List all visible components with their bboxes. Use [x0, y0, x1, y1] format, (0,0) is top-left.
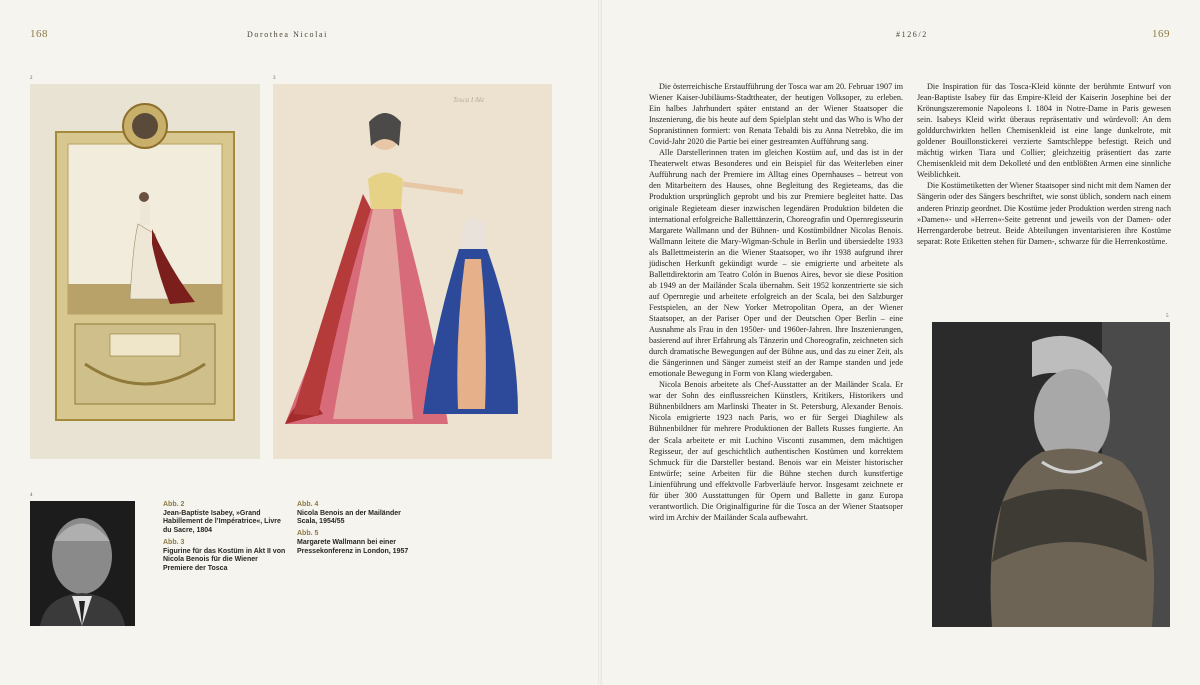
caption-4-label: Abb. 4 — [297, 501, 319, 508]
figure-4-number: 4 — [30, 493, 33, 498]
body-column-1 — [649, 81, 903, 523]
left-page-number: 168 — [30, 28, 48, 40]
figure-5-wallmann-photo — [932, 322, 1170, 627]
captions-left — [163, 501, 288, 577]
caption-3-text: Figurine für das Kostüm in Akt II von Nicola Benois für die Wiener Premiere der Tosca — [163, 547, 286, 572]
figure-2-number: 2 — [30, 76, 33, 81]
captions-right — [297, 501, 422, 559]
book-gutter — [598, 0, 602, 685]
caption-5-text: Margarete Wallmann bei einer Pressekonferenz in London, 1957 — [297, 538, 409, 555]
isabey-engraving-illustration — [30, 84, 260, 459]
right-page-number: 169 — [1152, 28, 1170, 40]
column1-paragraph-3: Nicola Benois arbeitete als Chef-Ausstatter an der Mailänder Scala. Er war der Sohn des einflussreichen Künstlers, Kritikers, Historikers und Bühnenbildners am Marlinski Theater in St. Petersburg, Alexander Benois. Nicola emigrierte 1923 nach Paris, wo er für Sergei Diaghilew als Bühnenbildner für mehrere Produktionen der Ballets Russes fungierte. An der Scala arbeitete er mit Luchino Visconti zusammen, dem mächtigen Regisseur, der auf geschichtlich authentischen Kostümen und korrektem Schmuck für die Darsteller bestand. Benois war ein Meister historischer Entwürfe; seine Arbeiten für die Bühne stechen durch kunstfertige Linienführung und effektvolle Farbverläufe hervor. Insgesamt zeichnete er für über 300 Ausstattungen für Opern und Ballette in ganz Europa verantwortlich. Die Originalfigurine für die Tosca an der Wiener Staatsoper wird im Archiv der Mailänder Scala aufbewahrt. — [649, 380, 903, 522]
body-column-2 — [917, 81, 1171, 247]
column2-paragraph-1: Die Inspiration für das Tosca-Kleid könnte der berühmte Entwurf von Jean-Baptiste Isabey für das Empire-Kleid der Kaiserin Josephine bei der Krönungszeremonie Napoleons I. 1804 in Notre-Dame in Paris gewesen sein. Isabeys Kleid wirkt überaus repräsentativ und würdevoll: An dem golddurchwirkten hellen Chemisenkleid ist eine lange dunkelrote, mit goldener Bouillonstickerei verzierte Samtschleppe befestigt. Reich und mächtig wirken Tiara und Collier; gleichzeitig präsentiert das zarte Chemisenkleid mit dem Dekolleté und den entblößten Armen eine sinnliche Weiblichkeit. — [917, 82, 1171, 180]
column2-paragraph-2: Die Kostümetiketten der Wiener Staatsoper sind nicht mit dem Namen der Sängerin oder des Sängers beschriftet, wie sonst üblich, sondern nach einem anderen Prinzip geordnet. Die Kostüme jeder Produktion werden streng nach »Damen«- und »Herren«-Seite getrennt und jeweils von der Damen- oder Herrengarderobe betreut. Beide Abteilungen inventarisieren ihre Kostüme separat: Rote Etiketten stehen für Damen-, schwarze für die Herrenkostüme. — [917, 181, 1171, 246]
figure-3-benois-figurine — [273, 84, 552, 459]
caption-3-label: Abb. 3 — [163, 538, 185, 546]
figure-3-number: 3 — [273, 76, 276, 81]
caption-5-label: Abb. 5 — [297, 530, 319, 538]
wallmann-portrait — [932, 322, 1170, 627]
column1-paragraph-2: Alle Darstellerinnen traten im gleichen Kostüm auf, und das ist in der Theaterwelt etwas Besonderes und ein Beispiel für das Weiterleben einer Aufführung nach der Premiere im Alltag eines Opernhauses – betreut von den Mitarbeitern des Hauses, ohne Begleitung des Regieteams, das die Produktion ursprünglich geprobt und bis zur Premiere begleitet hatte. Das originale Regieteam dieser inzwischen legendären Produktion bildeten die international erfolgreiche Balletttänzerin, Choreografin und Opernregisseurin Margarete Wallmann und der Bühnen- und Kostümbildner Nicolas Benois. Wallmann leitete die Mary-Wigman-Schule in Berlin und übersiedelte 1933 als Ballettmeisterin an die Wiener Staatsoper, wo ihr 1938 aufgrund ihrer jüdischen Herkunft gekündigt wurde – sie emigrierte und arbeitete als Ballettdirektorin am Teatro Colón in Buenos Aires, bevor sie diese Position ab 1949 an der Mailänder Scala übernahm. Seit 1952 konzentrierte sie sich auf Opernregie und arbeitete erfolgreich an der Scala, bei den Salzburger Festspielen, an der New Yorker Metropolitan Opera, an der Wiener Staatsoper, an der Pariser Oper und der Deutschen Oper Berlin – eine Ausnahme als Frau in den 1950er- und 1960er-Jahren. Ihre Inszenierungen, basierend auf ihrer Erfahrung als Tänzerin und Choreografin, zeichneten sich durch dramatische Bewegungen auf der Bühne aus, und das zu einer Zeit, als die Sängerinnen und Sänger zumeist steif an der Rampe standen und jede emotionale Bewegung in Form von Klang wiedergaben. — [649, 148, 903, 379]
column1-paragraph-1: Die österreichische Erstaufführung der Tosca war am 20. Februar 1907 im Wiener Kaiser-Jubiläums-Stadttheater, der heutigen Volksoper, zu erleben. Ein halbes Jahrhundert später entstand an der Wiener Staatsoper die Inszenierung, die bis heute auf dem Spielplan steht und das Who is Who der Sopranistinnen formiert: von Renata Tebaldi bis zu Anna Netrebko, die im Covid-Jahr 2020 die Partie bei einer gestreamten Aufführung sang. — [649, 82, 903, 147]
caption-2-label: Abb. 2 — [163, 501, 185, 508]
running-head-author: Dorothea Nicolai — [247, 30, 328, 39]
figurine-inscription: Tosca I Akt — [453, 96, 485, 104]
figure-2-isabey-engraving — [30, 84, 260, 459]
running-head-catalog-number: #126/2 — [896, 30, 928, 39]
caption-2-text: Jean-Baptiste Isabey, »Grand Habillement de l’Impératrice«, Livre du Sacre, 1804 — [163, 509, 281, 535]
figure-4-benois-photo — [30, 501, 135, 626]
benois-portrait — [30, 501, 135, 626]
caption-4-text: Nicola Benois an der Mailänder Scala, 1954/55 — [297, 509, 401, 526]
figurine-illustration — [273, 84, 552, 459]
figure-5-number: 5 — [1166, 314, 1169, 319]
